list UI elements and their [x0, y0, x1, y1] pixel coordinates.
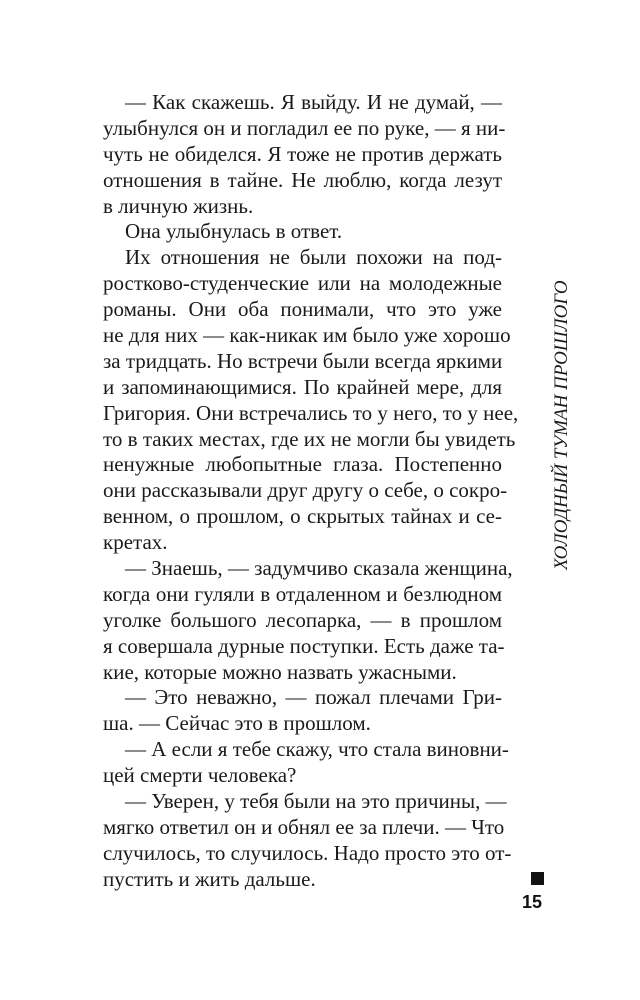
text-line: Их отношения не были похожи на под- — [125, 245, 502, 270]
text-line: чуть не обиделся. Я тоже не против держать — [103, 141, 502, 166]
text-line: за тридцать. Но встречи были всегда яркими — [103, 348, 503, 373]
text-line: кретах. — [103, 530, 168, 555]
text-line: уголке большого лесопарка, — в прошлом — [103, 607, 502, 632]
text-line: Григория. Они встречались то у него, то у нее, — [103, 400, 519, 425]
square-marker-icon — [531, 872, 544, 885]
text-line: не для них — как-никак им было уже хорошо — [103, 323, 511, 348]
text-line: Она улыбнулась в ответ. — [125, 219, 343, 244]
text-line: отношения в тайне. Не люблю, когда лезут — [103, 167, 502, 192]
text-line: в личную жизнь. — [103, 193, 254, 218]
text-line: я совершала дурные поступки. Есть даже та- — [103, 633, 505, 658]
text-line: венном, о прошлом, о скрытых тайнах и се- — [103, 504, 502, 529]
page-number: 15 — [522, 892, 543, 912]
text-line: ша. — Сейчас это в прошлом. — [103, 711, 371, 736]
body-text — [103, 90, 519, 893]
text-line: улыбнулся он и погладил ее по руке, — я ни- — [103, 115, 506, 140]
text-line: ненужные любопытные глаза. Постепенно — [103, 452, 502, 477]
text-line: — Знаешь, — задумчиво сказала женщина, — [125, 556, 513, 581]
text-line: и запоминающимися. По крайней мере, для — [103, 374, 502, 399]
text-line: когда они гуляли в отдаленном и безлюдном — [103, 581, 502, 606]
text-line: кие, которые можно назвать ужасными. — [103, 659, 457, 684]
text-line: то в таких местах, где их не могли бы увидеть — [103, 426, 516, 451]
text-line: ростково-студенческие или на молодежные — [103, 271, 502, 296]
text-line: — А если я тебе скажу, что стала виновни- — [125, 737, 509, 762]
text-line: случилось, то случилось. Надо просто это от- — [103, 840, 512, 865]
text-line: они рассказывали друг другу о себе, о сокро- — [103, 478, 508, 503]
text-line: цей смерти человека? — [103, 763, 297, 788]
text-line: — Как скажешь. Я выйду. И не думай, — — [125, 90, 502, 114]
text-line: романы. Они оба понимали, что это уже — [103, 297, 502, 322]
text-line: мягко ответил он и обнял ее за плечи. — Что — [103, 814, 505, 839]
text-line: — Уверен, у тебя были на это причины, — — [125, 789, 507, 814]
text-line: — Это неважно, — пожал плечами Гри- — [125, 685, 502, 710]
running-title-text: ХОЛОДНЫЙ ТУМАН ПРОШЛОГО — [551, 280, 572, 570]
text-line: пустить и жить дальше. — [103, 866, 316, 891]
